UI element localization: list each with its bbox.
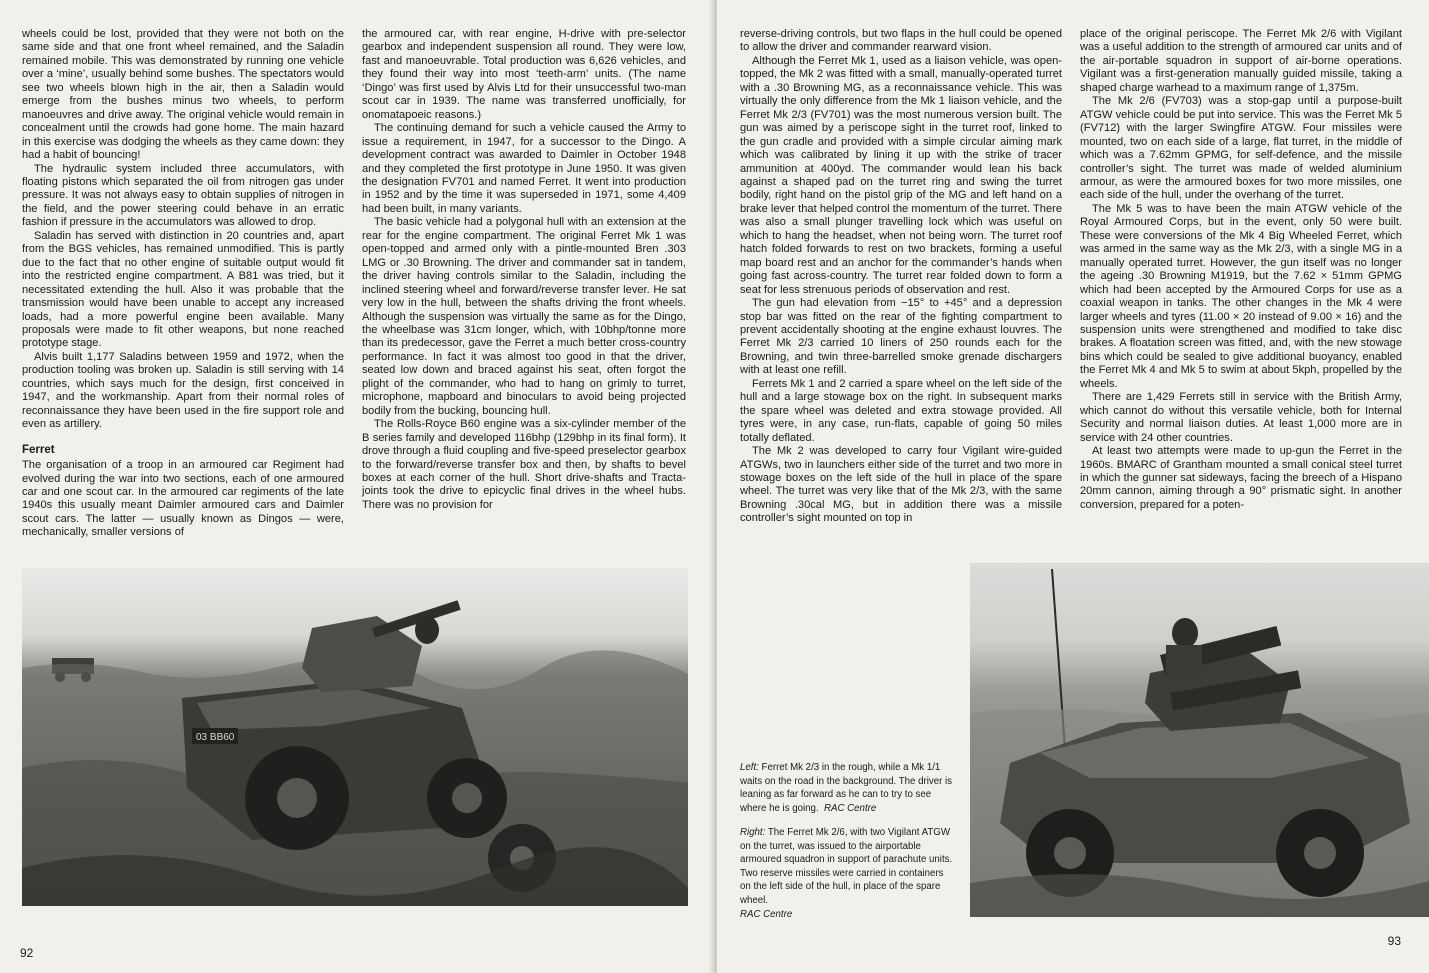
caption-credit: RAC Centre: [740, 908, 793, 920]
paragraph: The organisation of a troop in an armoured car Regiment had evolved during the war into two sections, each of one armoured car and one scout car. In the armoured car regiments of the late 1940s this usually meant Daimler armoured cars and Daimler scout cars. The latter — usually known as Dingos — were, mechanically, smaller versions of: [22, 459, 344, 539]
paragraph: The hydraulic system included three accumulators, with floating pistons which separated the oil from nitrogen gas under pressure. It was not always easy to obtain supplies of nitrogen in the field, and the power steering could behave in an erratic fashion if pressure in the accumulators was allowed to drop.: [22, 162, 344, 229]
paragraph: wheels could be lost, provided that they were not both on the same side and that one front wheel remained, and the Saladin remained mobile. This was demonstrated by running one vehicle over a ‘mine’, usually behind some bushes. The spectators would see two wheels blown high in the air, then a Saladin would emerge from the bushes minus two wheels, to perform manoeuvres and drive away. The original vehicle would remain in concealment until the crowds had gone home. The main hazard in this exercise was dodging the wheels as they came down: they had a habit of bouncing!: [22, 28, 344, 162]
paragraph: The basic vehicle had a polygonal hull with an extension at the rear for the engine compartment. The original Ferret Mk 1 was open-topped and armed only with a pintle-mounted Bren .303 LMG or .30 Browning. The driver and commander sat in tandem, the driver having controls similar to the Saladin, including the inclined steering wheel and forward/reverse transfer lever. He sat very low in the hull, between the shafts driving the front wheels. Although the suspension was virtually the same as for the Dingo, the wheelbase was 31cm longer, which, with 10bhp/tonne more than its predecessor, gave the Ferret a much better cross-country performance. In fact it was almost too good in that the driver, seated low down and braced against his seat, often forgot the plight of the commander, who had to hang on grimly to turret, microphone, mapboard and binoculars to avoid being projected bodily from the bucking, bouncing hull.: [362, 216, 686, 417]
left-page-column-2: [362, 28, 686, 512]
paragraph: The gun had elevation from −15° to +45° and a depression stop bar was fitted on the rear of the fighting compartment to prevent accidentally shooting at the engine exhaust louvres. The Ferret Mk 2/3 carried 10 liners of 250 rounds each for the Browning, and twin three-barrelled smoke grenade dischargers with at least one refill.: [740, 297, 1062, 377]
photo-illustration: [22, 568, 688, 906]
photo-illustration: [970, 563, 1429, 917]
paragraph: Alvis built 1,177 Saladins between 1959 and 1972, when the production tooling was broken up. Saladin is still serving with 14 countries, which says much for the design, first conceived in 1947, and the workmanship. Apart from their normal roles of reconnaissance they have been used in the fire support role and even as artillery.: [22, 350, 344, 431]
paragraph: At least two attempts were made to up-gun the Ferret in the 1960s. BMARC of Grantham mounted a small conical steel turret in which the gunner sat sideways, facing the breech of a Hispano 20mm cannon, aiming through a 90° prismatic sight. In another conversion, prepared for a poten-: [1080, 445, 1402, 511]
section-heading-ferret: Ferret: [22, 443, 55, 456]
photo-caption-left: [740, 761, 955, 815]
vehicle-marking: 03 BB60: [196, 732, 235, 743]
right-page-column-1: [740, 28, 1062, 526]
page-number-right: 93: [1387, 934, 1401, 948]
photo-ferret-mk2-6-vigilant: [970, 563, 1429, 917]
left-page: [0, 0, 712, 973]
page-number-left: 92: [20, 946, 34, 960]
right-page-column-2: [1080, 28, 1402, 512]
caption-text: The Ferret Mk 2/6, with two Vigilant ATGW on the turret, was issued to the airportable armoured squadron in support of parachute units. Two reserve missiles were carried in containers on the left side of the hull, in place of the spare wheel.: [740, 827, 953, 906]
photo-ferret-mk2-3-in-rough: [22, 568, 688, 906]
paragraph: The Mk 2 was developed to carry four Vigilant wire-guided ATGWs, two in launchers either side of the turret and two more in stowage boxes on the left side of the hull in place of the spare wheel. The turret was very like that of the Mk 2/3, with the same Browning .30cal MG, but in addition there was a missile controller’s sight mounted on top in: [740, 445, 1062, 525]
paragraph: There are 1,429 Ferrets still in service with the British Army, which cannot do without this versatile vehicle, both for Internal Security and normal liaison duties. At least 1,000 more are in service with 24 other countries.: [1080, 391, 1402, 444]
paragraph: Saladin has served with distinction in 20 countries and, apart from the BGS vehicles, has remained unmodified. This is partly due to the fact that no other engine of suitable output would fit into the restricted engine compartment. A B81 was tried, but it necessitated extending the hull. Also it was probable that the transmission would have been unable to accept any increased loads, had a more powerful engine been available. Many proposals were made to fit other weapons, but none reached prototype stage.: [22, 229, 344, 350]
right-page: [717, 0, 1429, 973]
paragraph: The Mk 5 was to have been the main ATGW vehicle of the Royal Armoured Corps, but in the event, only 50 were built. These were conversions of the Mk 4 Big Wheeled Ferret, which was armed in the same way as the Mk 2/3, with a single MG in a manually operated turret. However, the gun itself was no longer the ageing .30 Browning M1919, but the 7.62 × 51mm GPMG which had been accepted by the Armoured Corps for use as a coaxial weapon in tanks. The other changes in the Mk 4 were larger wheels and tyres (11.00 × 20 instead of 9.00 × 16) and the suspension units were strengthened and modified to take disc brakes. A floatation screen was fitted, and, with the new stowage bins which could be sealed to give additional buoyancy, enabled the Ferret Mk 4 and Mk 5 to swim at about 5kph, propelled by the wheels.: [1080, 202, 1402, 390]
paragraph: reverse-driving controls, but two flaps in the hull could be opened to allow the driver and commander rearward vision.: [740, 28, 1062, 54]
left-page-column-1: [22, 28, 344, 540]
paragraph: The Rolls-Royce B60 engine was a six-cylinder member of the B series family and developed 116bhp (129bhp in its final form). It drove through a fluid coupling and five-speed preselector gearbox to the forward/reverse transfer box and then, by shafts to bevel boxes at each corner of the hull. Short drive-shafts and Tracta-joints took the drive to epicyclic final drives in the wheel hubs. There was no provision for: [362, 418, 686, 511]
paragraph: The continuing demand for such a vehicle caused the Army to issue a requirement, in 1947, for a successor to the Dingo. A development contract was awarded to Daimler in October 1948 and they completed the first prototype in June 1950. It was given the designation FV701 and named Ferret. It went into production in 1952 and by the time it was superseded in 1971, some 4,409 had been built, in many variants.: [362, 122, 686, 215]
paragraph: The Mk 2/6 (FV703) was a stop-gap until a purpose-built ATGW vehicle could be put into service. This was the Ferret Mk 5 (FV712) with the larger Swingfire ATGW. Four missiles were mounted, two on each side of a large, flat turret, in the middle of which was a 7.62mm GPMG, for self-defence, and the missile controller’s sight. The turret was made of welded aluminium armour, as were the armoured boxes for two more missiles, one each side of the hull, under the overhang of the turret.: [1080, 95, 1402, 202]
caption-label: Left:: [740, 762, 759, 773]
paragraph: Ferrets Mk 1 and 2 carried a spare wheel on the left side of the hull and a large stowage box on the right. In subsequent marks the spare wheel was deleted and extra stowage provided. All tyres were, in any case, run-flats, capable of going 50 miles totally deflated.: [740, 377, 1062, 444]
caption-label: Right:: [740, 827, 766, 838]
caption-text: Ferret Mk 2/3 in the rough, while a Mk 1/1 waits on the road in the background. The driver is leaning as far forward as he can to try to see where he is going.: [740, 762, 952, 814]
caption-credit: RAC Centre: [824, 802, 877, 814]
paragraph: Although the Ferret Mk 1, used as a liaison vehicle, was open-topped, the Mk 2 was fitted with a small, manually-operated turret with a .30 Browning MG, as a reconnaissance vehicle. This was virtually the only difference from the Mk 1 liaison vehicle, and the Ferret Mk 2/3 (FV701) was the most numerous version built. The gun was aimed by a periscope sight in the turret roof, linked to the gun cradle and provided with a simple circular aiming mark which was calibrated by lining it up with the strike of tracer ammunition at 400yd. The commander would lean his back against a shaped pad on the turret ring and swing the turret bodily, right hand on the pistol grip of the MG and left hand on a brake lever that helped control the momentum of the turret. There was also a small plunger travelling lock which was useful on which to hang the headset, when not being worn. The turret roof hatch folded forwards to rest on two brackets, forming a useful map board rest and an anchor for the commander’s hands when going fast across-country. The turret rear folded down to form a seat for less strenuous periods of observation and rest.: [740, 54, 1062, 296]
paragraph: place of the original periscope. The Ferret Mk 2/6 with Vigilant was a useful addition to the strength of armoured car units and of the air-portable squadron in support of air-borne operations. Vigilant was a first-generation manually guided missile, taking a shaped charge warhead to a maximum range of 1,375m.: [1080, 28, 1402, 94]
photo-caption-right: [740, 826, 955, 921]
paragraph: the armoured car, with rear engine, H-drive with pre-selector gearbox and independent suspension all round. They were low, fast and manoeuvrable. Total production was 6,626 vehicles, and they found their way into most ‘teeth-arm’ units. (The name ‘Dingo’ was first used by Alvis Ltd for their unsuccessful two-man scout car in 1939. The name was transferred unofficially, for onomatapoeic reasons.): [362, 28, 686, 121]
